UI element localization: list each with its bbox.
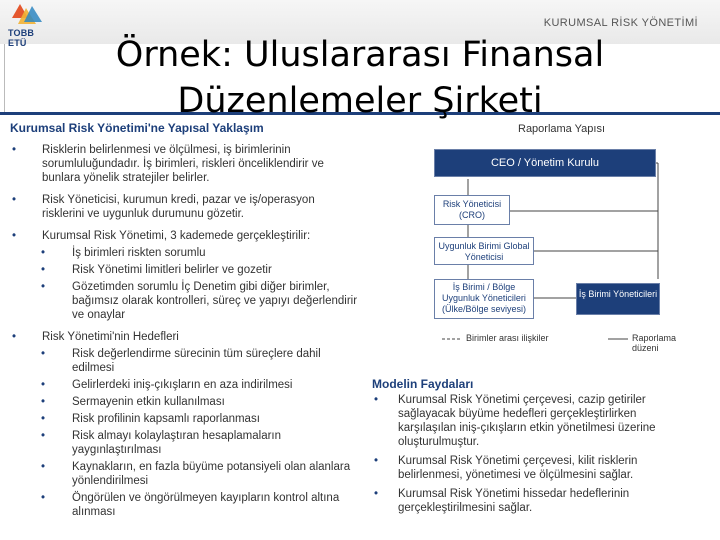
bullet-4-sub-3: • Sermayenin etkin kullanılması bbox=[10, 395, 360, 409]
logo-text: TOBB ETÜ bbox=[8, 28, 35, 48]
benefit-2: • Kurumsal Risk Yönetimi çerçevesi, kilit risklerin belirlenmesi, yönetimesi ve ölçülmesini sağlar. bbox=[372, 454, 692, 482]
ceo-board-box: CEO / Yönetim Kurulu bbox=[434, 149, 656, 177]
benefit-1: • Kurumsal Risk Yönetimi çerçevesi, cazip getiriler sağlayacak büyüme hedefleri gerçekleştirlirken karşılaşılan iniş-çıkışların etkin yönetilmesi üzerine oluşturulmuştur. bbox=[372, 393, 692, 449]
diagram-title: Raporlama Yapısı bbox=[518, 123, 606, 135]
bullet-4-sub-1: • Risk değerlendirme sürecinin tüm süreçlere dahil edilmesi bbox=[10, 347, 360, 375]
bullet-4-sub-4: • Risk profilinin kapsamlı raporlanması bbox=[10, 412, 360, 426]
left-column bbox=[10, 121, 360, 522]
bullet-3-sub-1: • İş birimleri riskten sorumlu bbox=[10, 246, 360, 260]
cro-box: Risk Yöneticisi (CRO) bbox=[434, 195, 510, 225]
bullet-1: • Risklerin belirlenmesi ve ölçülmesi, iş birimlerinin sorumluluğundadır. İş birimleri, riskleri önceliklendirir ve bunlara yönelik stratejiler belirler. bbox=[10, 143, 360, 185]
benefits-section bbox=[372, 377, 692, 520]
reporting-structure-diagram bbox=[428, 123, 700, 353]
bullet-4-sub-2: • Gelirlerdeki iniş-çıkışların en aza indirilmesi bbox=[10, 378, 360, 392]
page-title bbox=[0, 32, 720, 124]
bullet-4-sub-7: • Öngörülen ve öngörülmeyen kayıpların kontrol altına alınması bbox=[10, 491, 360, 519]
legend-solid-label: Raporlama düzeni bbox=[632, 333, 677, 353]
bullet-4-sub-5: • Risk almayı kolaylaştıran hesaplamaların yaygınlaştırılması bbox=[10, 429, 360, 457]
regional-compliance-box: İş Birimi / Bölge Uygunluk Yöneticileri (Ülke/Bölge seviyesi) bbox=[434, 279, 534, 319]
compliance-global-box: Uygunluk Birimi Global Yöneticisi bbox=[434, 237, 534, 265]
benefits-heading: Modelin Faydaları bbox=[372, 377, 474, 391]
left-heading: Kurumsal Risk Yönetimi'ne Yapısal Yaklaşım bbox=[10, 121, 264, 135]
page-title-line1: Örnek: Uluslararası Finansal bbox=[115, 35, 605, 75]
bullet-4-sub-6: • Kaynakların, en fazla büyüme potansiyeli olan alanlara yönlendirilmesi bbox=[10, 460, 360, 488]
business-unit-managers-box: İş Birimi Yöneticileri bbox=[576, 283, 660, 315]
bullet-3-sub-2: • Risk Yönetimi limitleri belirler ve gozetir bbox=[10, 263, 360, 277]
header-right-label: KURUMSAL RİSK YÖNETİMİ bbox=[543, 17, 698, 29]
page-title-line2: Düzenlemeler Şirketi bbox=[177, 81, 543, 121]
bullet-3: • Kurumsal Risk Yönetimi, 3 kademede gerçekleştirilir: bbox=[10, 229, 360, 243]
legend-dashed-label: Birimler arası ilişkiler bbox=[466, 333, 549, 343]
benefit-3: • Kurumsal Risk Yönetimi hissedar hedeflerinin gerçekleştirilmesini sağlar. bbox=[372, 487, 692, 515]
bullet-2: • Risk Yöneticisi, kurumun kredi, pazar ve iş/operasyon risklerini ve uygunluk durumunu gözetir. bbox=[10, 193, 360, 221]
logo-mark-icon bbox=[6, 2, 52, 28]
bullet-3-sub-3: • Gözetimden sorumlu İç Denetim gibi diğer birimler, bağımsız olarak kontrolleri, süreç ve yapıyı değerlendirir ve onaylar bbox=[10, 280, 360, 322]
bullet-4: • Risk Yönetimi'nin Hedefleri bbox=[10, 330, 360, 344]
